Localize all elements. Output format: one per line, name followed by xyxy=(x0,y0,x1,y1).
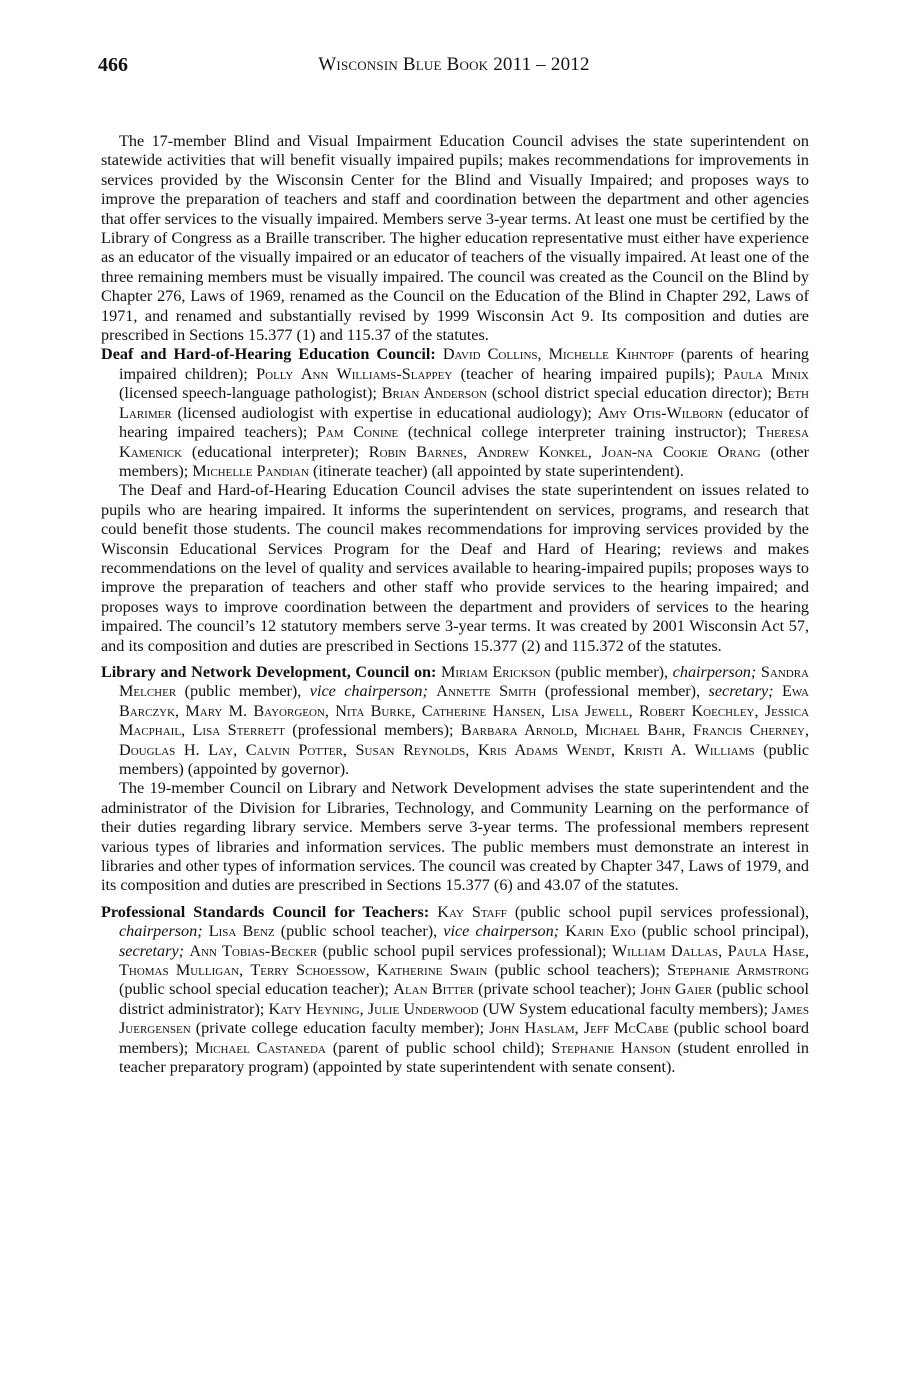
member-name: Theresa Kamenick xyxy=(119,423,809,461)
member-name: Michael Castaneda xyxy=(195,1038,326,1057)
member-name: Nita Burke xyxy=(335,701,412,720)
member-role: (school district special education director); xyxy=(486,384,777,403)
member-name: Miriam Erickson xyxy=(441,662,551,681)
member-name: Francis Cherney xyxy=(692,721,805,740)
member-role: (public school teachers); xyxy=(487,961,668,980)
officer-title: secretary; xyxy=(119,941,185,960)
member-name: Jeff McCabe xyxy=(583,1019,669,1038)
deaf-council-name: Deaf and Hard-of-Hearing Education Council: xyxy=(101,345,436,364)
member-role: (parent of public school child); xyxy=(325,1038,552,1057)
member-role: (student enrolled in teacher preparatory program) (appointed by state superintendent with senate consent). xyxy=(119,1038,809,1077)
member-name: Kristi A. Williams xyxy=(623,740,755,759)
member-role: (professional members); xyxy=(284,721,461,740)
member-name: Lisa Benz xyxy=(208,922,275,941)
member-name: Douglas H. Lay xyxy=(119,740,234,759)
member-role: (public member), xyxy=(550,662,673,681)
member-role: (teacher of hearing impaired pupils); xyxy=(452,364,724,383)
member-name: Stephanie Armstrong xyxy=(667,961,809,980)
member-name: William Dallas xyxy=(611,941,719,960)
member-name: Brian Anderson xyxy=(381,384,487,403)
member-role: (licensed audiologist with expertise in educational audiology); xyxy=(171,403,598,422)
running-title: Wisconsin Blue Book 2011 – 2012 xyxy=(318,54,590,75)
officer-title: chairperson; xyxy=(119,922,203,941)
member-role: (other members); xyxy=(119,442,810,480)
member-name: Andrew Konkel xyxy=(476,442,588,461)
member-role: (private college education faculty member); xyxy=(190,1019,490,1038)
member-role: (parents of hearing impaired children); xyxy=(119,345,810,383)
member-name: Michelle Kihntopf xyxy=(548,345,674,364)
member-role: (public school pupil services professional), xyxy=(506,902,809,921)
member-name: Katy Heyning xyxy=(268,999,360,1018)
member-role: (public school district administrator); xyxy=(119,980,809,1018)
member-name: John Gaier xyxy=(640,980,713,999)
member-role: (technical college interpreter training instructor); xyxy=(398,423,757,442)
member-role: (UW System educational faculty members); xyxy=(478,999,773,1018)
officer-title: secretary; xyxy=(708,682,774,701)
member-name: Julie Underwood xyxy=(367,999,479,1018)
officer-title: chairperson; xyxy=(672,662,757,681)
member-name: Barbara Arnold xyxy=(460,721,574,740)
member-role: (public school teacher), xyxy=(274,922,444,941)
member-role: (public school principal), xyxy=(635,922,810,941)
member-role: (public members) (appointed by governor). xyxy=(119,740,810,778)
member-name: Mary M. Bayorgeon xyxy=(185,701,325,720)
member-name: Katherine Swain xyxy=(376,961,488,980)
member-name: Beth Larimer xyxy=(119,384,809,422)
member-name: Michelle Pandian xyxy=(192,461,309,480)
member-name: Catherine Hansen xyxy=(421,701,541,720)
member-name: Paula Hase xyxy=(727,941,805,960)
member-name: Paula Minix xyxy=(723,364,809,383)
member-name: Michael Bahr xyxy=(585,721,682,740)
page-number: 466 xyxy=(98,54,128,76)
member-name: Ann Tobias-Becker xyxy=(189,941,318,960)
member-name: Lisa Jewell xyxy=(551,701,629,720)
member-name: Karin Exo xyxy=(565,922,636,941)
member-name: John Haslam xyxy=(489,1019,575,1038)
member-name: Stephanie Hanson xyxy=(551,1038,671,1057)
professional-council-members: Professional Standards Council for Teachers: Kay Staff (public school pupil services professional), chairperson; Lisa Benz (public school teacher), vice chairperson; Karin Exo (public school principal), secretary; Ann Tobias-Becker (public school pupil services professional); William Dallas, Paula Hase, Thomas Mulligan, Terry Schoessow, Katherine Swain (public school teachers); Stephanie Armstrong (public school special education teacher); Alan Bitter (private school teacher); John Gaier (public school district administrator); Katy Heyning, Julie Underwood (UW System educational faculty members); James Juergensen (private college education faculty member); John Haslam, Jeff McCabe (public school board members); Michael Castaneda (parent of public school child); Stephanie Hanson (student enrolled in teacher preparatory program) (appointed by state superintendent with senate consent). xyxy=(101,902,810,1077)
member-name: Thomas Mulligan xyxy=(119,961,240,980)
page-body xyxy=(101,132,809,1078)
member-name: Polly Ann Williams-Slappey xyxy=(256,364,453,383)
deaf-council-members: Deaf and Hard-of-Hearing Education Council: David Collins, Michelle Kihntopf (parents of hearing impaired children); Polly Ann Williams-Slappey (teacher of hearing impaired pupils); Paula Minix (licensed speech-language pathologist); Brian Anderson (school district special education director); Beth Larimer (licensed audiologist with expertise in educational audiology); Amy Otis-Wilborn (educator of hearing impaired teachers); Pam Conine (technical college interpreter training instructor); Theresa Kamenick (educational interpreter); Robin Barnes, Andrew Konkel, Joan-na Cookie Orang (other members); Michelle Pandian (itinerate teacher) (all appointed by state superintendent). xyxy=(101,345,810,480)
member-name: Jessica Macphail xyxy=(119,701,810,740)
member-role: (public member), xyxy=(176,682,310,701)
member-name: Robert Koechley xyxy=(639,701,755,720)
member-role: (educational interpreter); xyxy=(182,442,369,461)
officer-title: vice chairperson; xyxy=(309,682,428,701)
library-council-members: Library and Network Development, Council on: Miriam Erickson (public member), chairperson; Sandra Melcher (public member), vice chairperson; Annette Smith (professional member), secretary; Ewa Barczyk, Mary M. Bayorgeon, Nita Burke, Catherine Hansen, Lisa Jewell, Robert Koechley, Jessica Macphail, Lisa Sterrett (professional members); Barbara Arnold, Michael Bahr, Francis Cherney, Douglas H. Lay, Calvin Potter, Susan Reynolds, Kris Adams Wendt, Kristi A. Williams (public members) (appointed by governor). xyxy=(101,662,810,778)
member-name: Robin Barnes xyxy=(368,442,464,461)
blind-council-description: The 17-member Blind and Visual Impairment Education Council advises the state superintendent on statewide activities that will benefit visually impaired pupils; makes recommendations for improvements in services provided by the Wisconsin Center for the Blind and Visually Impaired; and proposes ways to improve the preparation of teachers and staff and coordination between the department and other agencies that offer services to the visually impaired. Members serve 3-year terms. At least one must be certified by the Library of Congress as a Braille transcriber. The higher education representative must either have experience as an educator of the visually impaired or an educator of teachers of the visually impaired. At least one of the three remaining members must be visually impaired. The council was created as the Council on the Blind by Chapter 276, Laws of 1969, renamed as the Council on the Education of the Blind in Chapter 292, Laws of 1971, and renamed and substantially revised by 1999 Wisconsin Act 9. Its composition and duties are prescribed in Sections 15.377 (1) and 115.37 of the statutes. xyxy=(101,132,809,345)
member-role: (public school special education teacher); xyxy=(119,980,394,999)
library-council-name: Library and Network Development, Council on: xyxy=(101,662,437,681)
member-name: Alan Bitter xyxy=(393,980,474,999)
member-role: (private school teacher); xyxy=(473,980,641,999)
member-name: Lisa Sterrett xyxy=(192,721,285,740)
member-role: (educator of hearing impaired teachers); xyxy=(119,403,810,442)
member-role: (itinerate teacher) (all appointed by state superintendent). xyxy=(308,461,684,480)
member-name: Pam Conine xyxy=(316,423,399,442)
member-role: (licensed speech-language pathologist); xyxy=(119,384,382,403)
member-name: Sandra Melcher xyxy=(119,662,810,701)
deaf-council-description: The Deaf and Hard-of-Hearing Education Council advises the state superintendent on issues related to pupils who are hearing impaired. It informs the superintendent on services, programs, and research that could benefit those students. The council makes recommendations for improving services provided by the Wisconsin Educational Services Program for the Deaf and Hard of Hearing; reviews and makes recommendations on the level of quality and services available to hearing-impaired pupils; proposes ways to improve the preparation of teachers and other staff who provide services to the hearing impaired; and proposes ways to improve coordination between the department and providers of services to the hearing impaired. The council’s 12 statutory members serve 3-year terms. It was created by 2001 Wisconsin Act 57, and its composition and duties are prescribed in Sections 15.377 (2) and 115.372 of the statutes. xyxy=(101,481,809,655)
member-name: David Collins xyxy=(442,345,538,364)
member-name: Calvin Potter xyxy=(245,740,343,759)
member-name: Susan Reynolds xyxy=(355,740,466,759)
officer-title: vice chairperson; xyxy=(443,922,560,941)
professional-council-name: Professional Standards Council for Teachers: xyxy=(101,902,430,921)
member-name: Kay Staff xyxy=(437,902,507,921)
member-name: Joan-na Cookie Orang xyxy=(601,442,761,461)
member-name: Kris Adams Wendt xyxy=(477,740,611,759)
member-role: (professional member), xyxy=(536,682,709,701)
member-name: James Juergensen xyxy=(119,999,809,1038)
member-name: Terry Schoessow xyxy=(250,961,366,980)
member-name: Annette Smith xyxy=(436,682,537,701)
page-header xyxy=(98,54,810,84)
member-role: (public school board members); xyxy=(119,1019,809,1057)
library-council-description: The 19-member Council on Library and Network Development advises the state superintendent and the administrator of the Division for Libraries, Technology, and Community Learning on the performance of their duties regarding library service. Members serve 3-year terms. The professional members represent various types of libraries and information services. The public members must demonstrate an interest in libraries and other types of information services. The council was created by Chapter 347, Laws of 1979, and its composition and duties are prescribed in Sections 15.377 (6) and 43.07 of the statutes. xyxy=(101,779,809,895)
member-name: Ewa Barczyk xyxy=(119,682,809,720)
member-role: (public school pupil services professional); xyxy=(317,941,612,960)
member-name: Amy Otis-Wilborn xyxy=(597,403,723,422)
